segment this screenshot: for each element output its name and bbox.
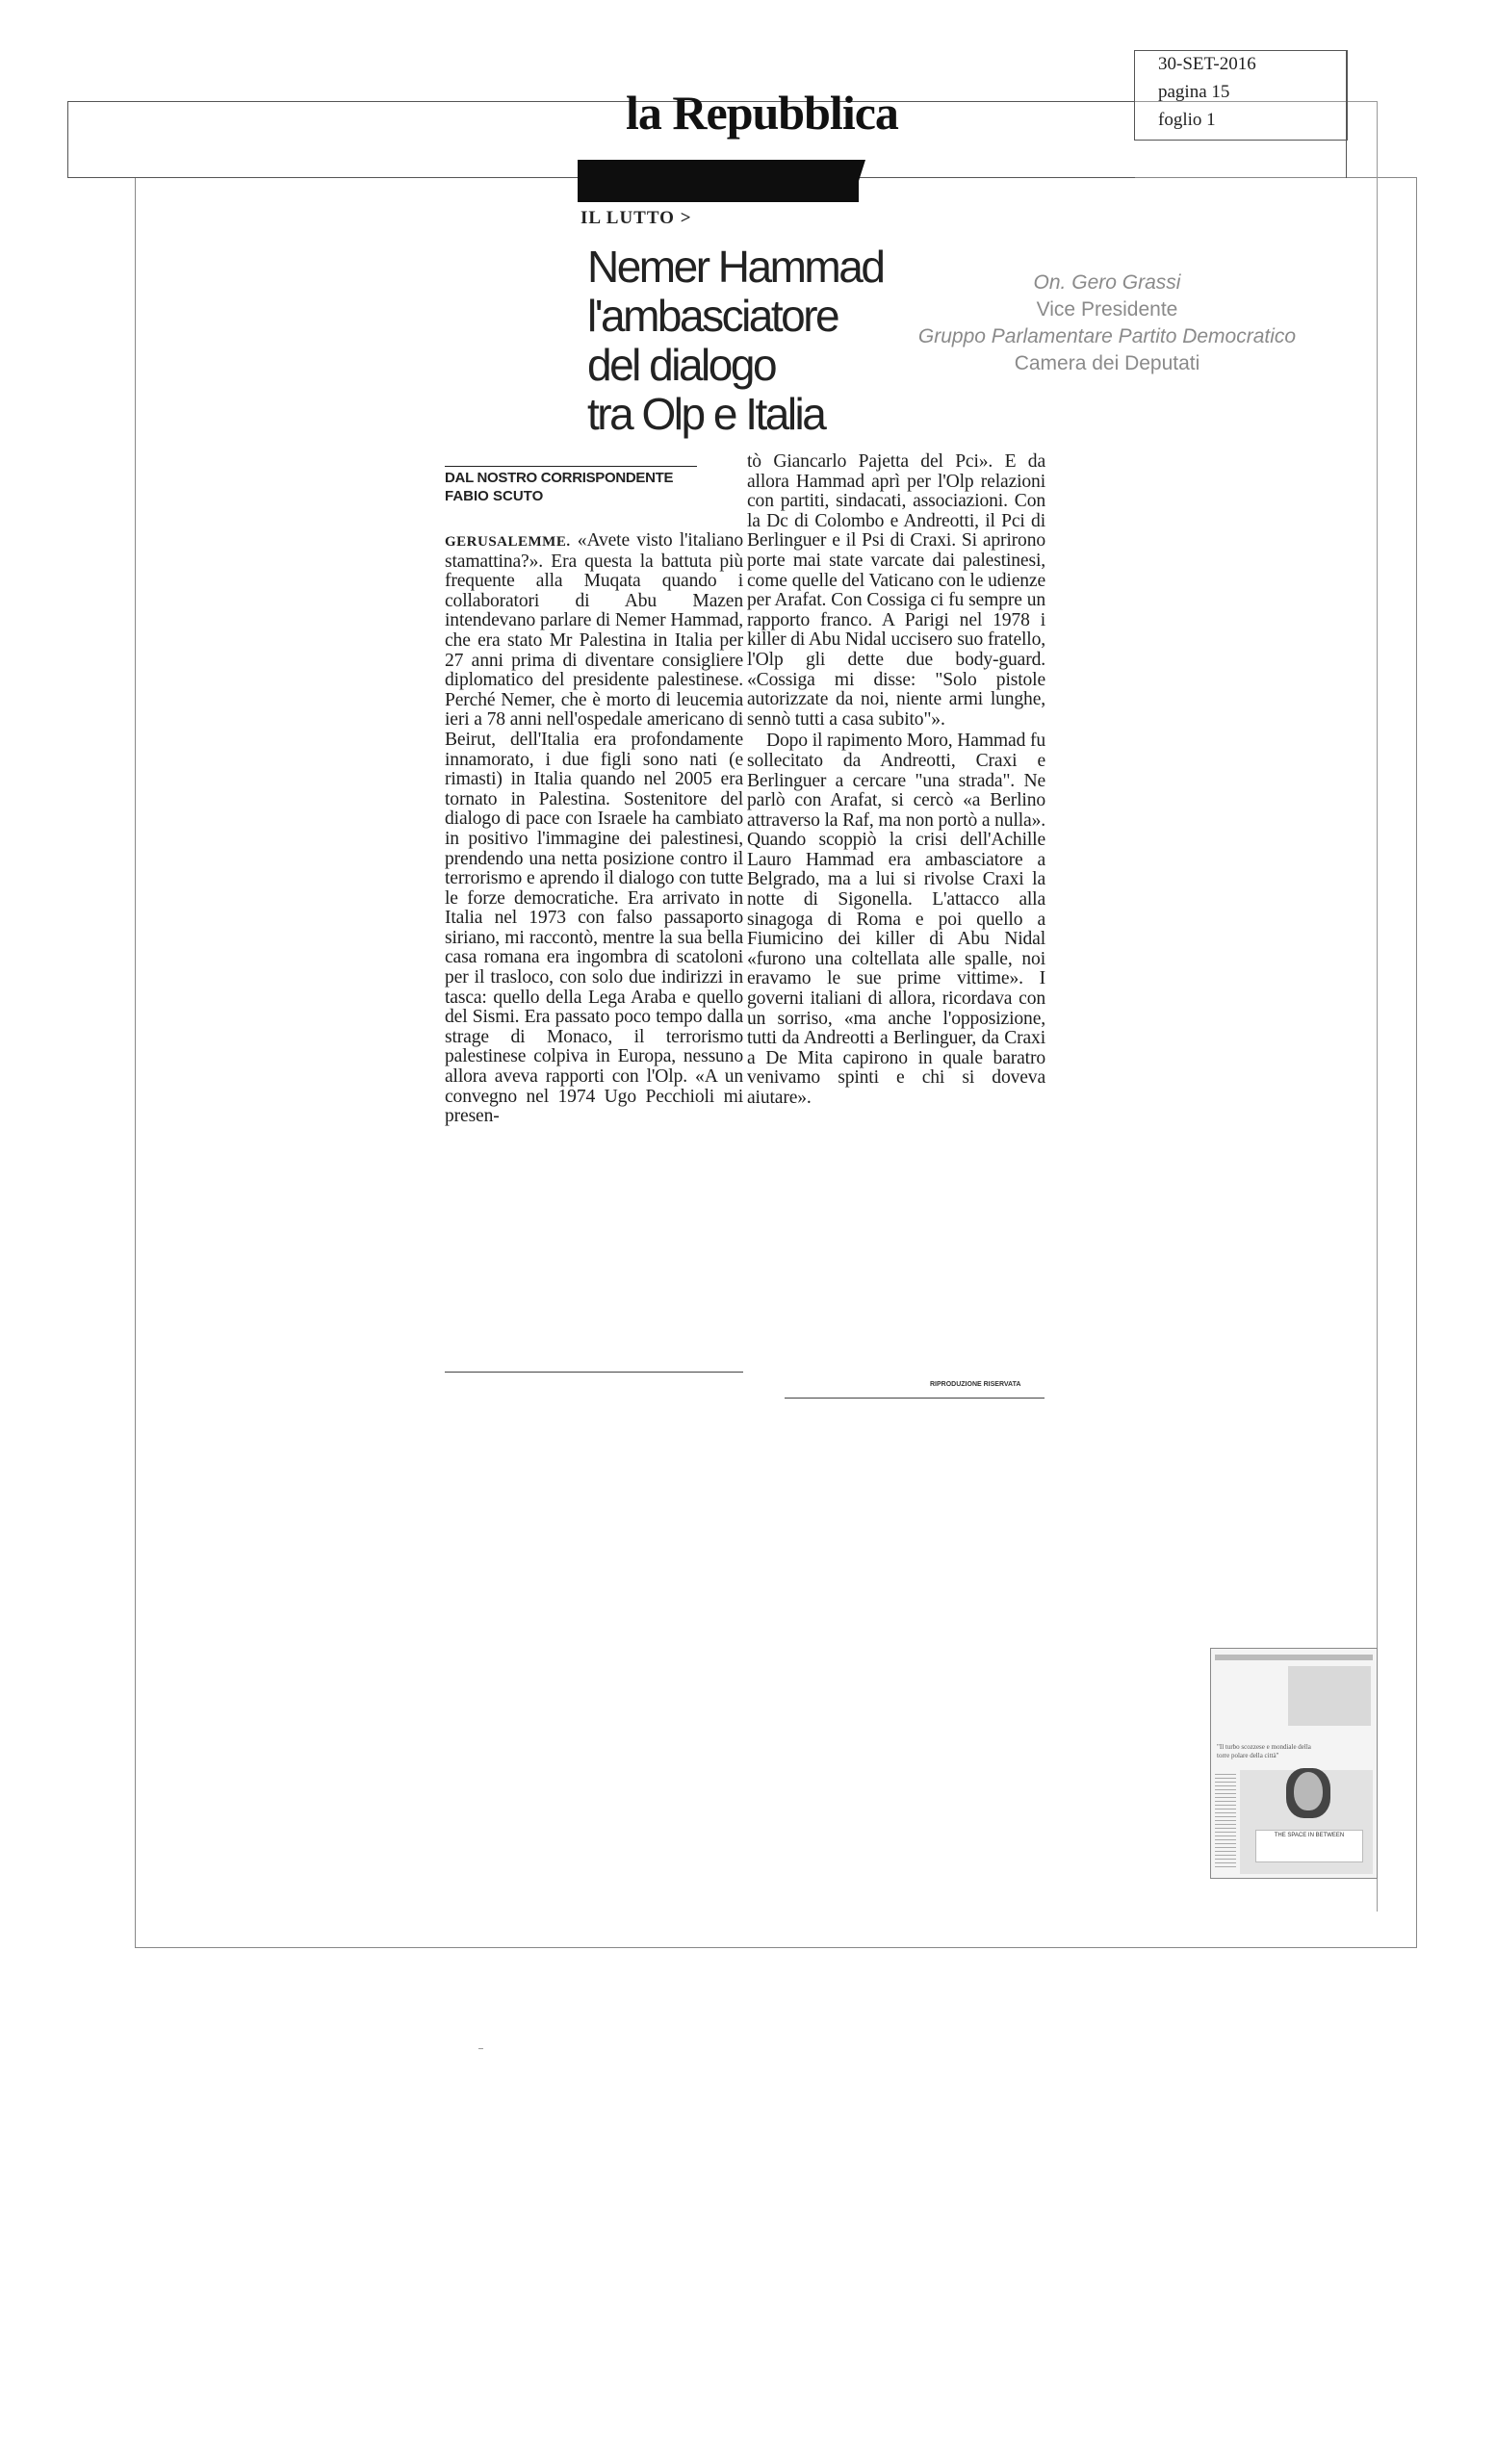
- byline-label: DAL NOSTRO CORRISPONDENTE: [445, 470, 674, 486]
- article-column-2: [747, 452, 1045, 1109]
- reproduction-notice: RIPRODUZIONE RISERVATA: [930, 1381, 1021, 1388]
- stamp-name: On. Gero Grassi: [1033, 271, 1181, 294]
- thumbnail-header: [1215, 1655, 1373, 1660]
- date-box-divider: [1346, 50, 1348, 178]
- scan-speck: [478, 2048, 483, 2049]
- category-bar: [578, 160, 859, 202]
- thumbnail-portrait-face: [1294, 1772, 1323, 1810]
- page-thumbnail: [1210, 1648, 1378, 1879]
- headline-line: l'ambasciatore: [587, 291, 838, 341]
- category-bar-tab: [852, 160, 865, 202]
- stamp-role: Vice Presidente: [1036, 298, 1178, 321]
- column-end-rule: [785, 1398, 1045, 1399]
- stamp-chamber: Camera dei Deputati: [1014, 352, 1200, 374]
- thumbnail-quote: "Il turbo scozzese e mondiale della torre polare della città": [1217, 1743, 1311, 1759]
- article-paragraph: tò Giancarlo Pajetta del Pci». E da allora Hammad aprì per l'Olp relazioni con partiti, sindacati, associazioni. Con la Dc di Colombo e Andreotti, il Pci di Berlinguer e il Psi di Craxi. Si aprirono porte mai state varcate dai palestinesi, come quelle del Vaticano con le udienze per Arafat. Con Cossiga ci fu sempre un rapporto franco. A Parigi nel 1978 i killer di Abu Nidal uccisero suo fratello, l'Olp gli dette due body-guard. «Cossiga mi disse: "Solo pistole autorizzate da noi, niente armi lunghe, sennò tutti a casa subito"».: [747, 451, 1045, 730]
- article-category: IL LUTTO >: [580, 208, 692, 228]
- byline-rule: [445, 466, 697, 467]
- thumbnail-text-column: [1215, 1774, 1236, 1870]
- paragraph-text: «Avete visto l'italiano stamattina?». Era questa la battuta più frequente alla Muqata quando i collaboratori di Abu Mazen intendevano parlare di Nemer Hammad, che era stato Mr Palestina in Italia per 27 anni prima di diventare consigliere diplomatico del presidente palestinese. Perché Nemer, che è morto di leucemia ieri a 78 anni nell'ospedale americano di Beirut, dell'Italia era profondamente innamorato, i due figli sono nati (e rimasti) in Italia quando nel 2005 era tornato in Palestina. Sostenitore del dialogo di pace con Israele ha cambiato in positivo l'immagine dei palestinesi, prendendo una netta posizione contro il terrorismo e aprendo il dialogo con tutte le forze democratiche. Era arrivato in Italia nel 1973 con falso passaporto siriano, mi raccontò, mentre la sua bella casa romana era ingombra di scatoloni per il trasloco, con solo due indirizzi in tasca: quello della Lega Araba e quello del Sismi. Era passato poco tempo dalla strage di Monaco, il terrorismo palestinese colpiva in Europa, nessuno allora aveva rapporti con l'Olp. «A un convegno nel 1974 Ugo Pecchioli mi presen-: [445, 530, 743, 1127]
- column-end-rule: [445, 1372, 743, 1373]
- article-column-1: [445, 531, 743, 1127]
- deputy-stamp: [895, 270, 1319, 377]
- thumbnail-map: [1288, 1666, 1371, 1726]
- page-number: pagina 15: [1158, 82, 1230, 102]
- article-headline: [587, 243, 905, 439]
- stamp-group: Gruppo Parlamentare Partito Democratico: [917, 325, 1297, 347]
- publication-date: 30-SET-2016: [1158, 54, 1256, 74]
- headline-line: Nemer Hammad: [587, 242, 884, 292]
- sheet-number: foglio 1: [1158, 110, 1216, 130]
- thumbnail-caption: THE SPACE IN BETWEEN: [1255, 1830, 1363, 1862]
- article-paragraph: Dopo il rapimento Moro, Hammad fu sollecitato da Andreotti, Craxi e Berlinguer a cercare "una strada". Ne parlò con Arafat, si cercò «a Berlino attraverso la Raf, ma non portò a nulla». Quando scoppiò la crisi dell'Achille Lauro Hammad era ambasciatore a Belgrado, ma a lui si rivolse Craxi la notte di Sigonella. L'attacco alla sinagoga di Roma e poi quello a Fiumicino dei killer di Abu Nidal «furono una coltellata alle spalle, noi eravamo le sue prime vittime». I governi italiani di allora, ricordava con un sorriso, «ma anche l'opposizione, tutti da Andreotti a Berlinguer, da Craxi a De Mita capirono in quale baratro venivamo spinti e chi si doveva aiutare».: [747, 731, 1045, 1108]
- newspaper-masthead: la Repubblica: [626, 86, 898, 140]
- headline-line: del dialogo: [587, 340, 776, 390]
- headline-line: tra Olp e Italia: [587, 389, 825, 439]
- byline-author: FABIO SCUTO: [445, 488, 544, 504]
- article-paragraph: [445, 531, 743, 1127]
- dateline: GERUSALEMME.: [445, 534, 571, 550]
